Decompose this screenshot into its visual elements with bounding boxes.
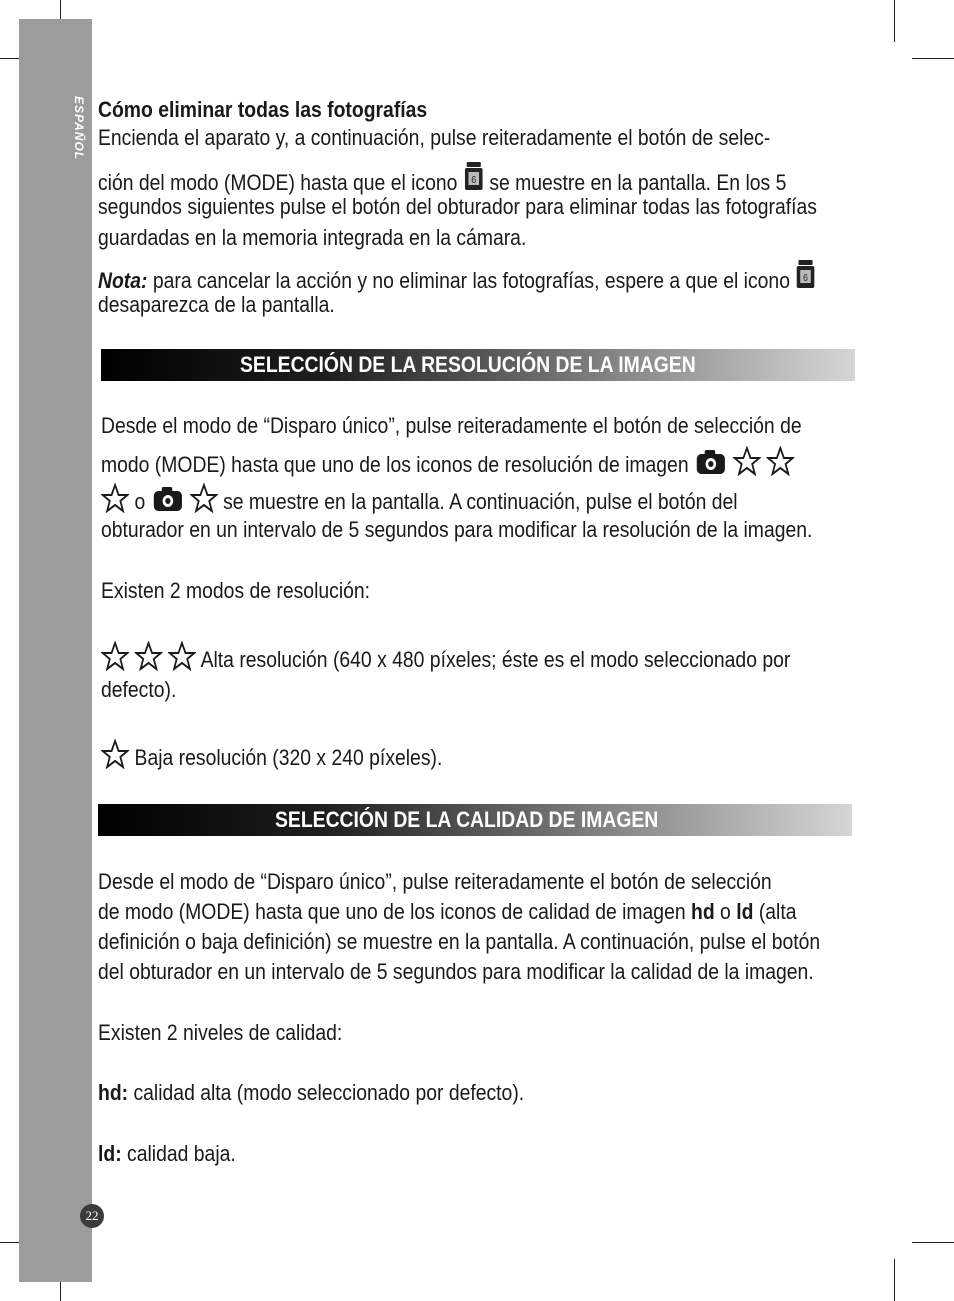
paragraph-line: definición o baja definición) se muestre en la pantalla. A continuación, pulse el botón bbox=[98, 929, 821, 954]
text-span: calidad alta (modo seleccionado por defecto). bbox=[133, 1080, 525, 1105]
text-span: de modo (MODE) hasta que uno de los iconos de calidad de imagen bbox=[98, 899, 686, 924]
section-title: SELECCIÓN DE LA RESOLUCIÓN DE LA IMAGEN bbox=[240, 352, 696, 377]
crop-mark bbox=[894, 0, 895, 42]
hd-label: hd bbox=[690, 899, 715, 924]
text-span: o bbox=[720, 899, 731, 924]
star-icon bbox=[101, 739, 129, 777]
trash-can-icon bbox=[463, 160, 484, 192]
text-span: (alta bbox=[758, 899, 797, 924]
text-span: modo (MODE) hasta que uno de los iconos de resolución de imagen bbox=[101, 452, 689, 477]
paragraph-line bbox=[98, 1138, 236, 1169]
paragraph-line: Encienda el aparato y, a continuación, pulse reiteradamente el botón de selec- bbox=[98, 125, 771, 150]
paragraph-line: guardadas en la memoria integrada en la cámara. bbox=[98, 225, 527, 250]
language-sidebar bbox=[19, 19, 92, 1282]
text-span: calidad baja. bbox=[127, 1141, 236, 1166]
ld-label: ld: bbox=[98, 1141, 122, 1166]
paragraph-line bbox=[101, 739, 442, 777]
paragraph-line bbox=[98, 896, 796, 927]
crop-mark bbox=[912, 1242, 954, 1243]
camera-icon bbox=[694, 448, 727, 484]
crop-mark bbox=[894, 1259, 895, 1301]
ld-label: ld bbox=[736, 899, 754, 924]
paragraph-line: del obturador en un intervalo de 5 segundos para modificar la calidad de la imagen. bbox=[98, 959, 814, 984]
paragraph-line: desaparezca de la pantalla. bbox=[98, 292, 335, 317]
language-label: ESPAÑOL bbox=[72, 96, 86, 161]
section-title: SELECCIÓN DE LA CALIDAD DE IMAGEN bbox=[275, 807, 659, 832]
note-text: para cancelar la acción y no eliminar las fotografías, espere a que el icono bbox=[152, 268, 790, 293]
text-span: Baja resolución (320 x 240 píxeles). bbox=[134, 745, 443, 770]
svg-text:6: 6 bbox=[803, 271, 809, 284]
crop-mark bbox=[912, 58, 954, 59]
page-number: 22 bbox=[80, 1204, 104, 1228]
paragraph-line: Existen 2 niveles de calidad: bbox=[98, 1020, 343, 1045]
trash-can-icon bbox=[795, 258, 816, 290]
paragraph-line bbox=[101, 446, 795, 484]
paragraph-line: obturador en un intervalo de 5 segundos para modificar la resolución de la imagen. bbox=[101, 517, 813, 542]
text-span: se muestre en la pantalla. En los 5 bbox=[489, 170, 787, 195]
paragraph-line bbox=[101, 641, 790, 679]
text-span: Alta resolución (640 x 480 píxeles; éste es el modo seleccionado por bbox=[200, 647, 791, 672]
section-bar-quality bbox=[98, 804, 852, 836]
paragraph-line: segundos siguientes pulse el botón del obturador para eliminar todas las fotografías bbox=[98, 194, 817, 219]
text-span: se muestre en la pantalla. A continuación, pulse el botón del bbox=[223, 489, 738, 514]
section-heading: Cómo eliminar todas las fotografías bbox=[98, 97, 428, 122]
paragraph-line bbox=[98, 1077, 524, 1108]
hd-label: hd: bbox=[98, 1080, 129, 1105]
section-bar-resolution bbox=[101, 349, 855, 381]
text-span: ción del modo (MODE) hasta que el icono bbox=[98, 170, 458, 195]
paragraph-line: Desde el modo de “Disparo único”, pulse reiteradamente el botón de selección bbox=[98, 869, 772, 894]
text-span: o bbox=[134, 489, 146, 514]
paragraph-line: Desde el modo de “Disparo único”, pulse reiteradamente el botón de selección de bbox=[101, 413, 802, 438]
star-icon bbox=[766, 446, 794, 484]
paragraph-line: Existen 2 modos de resolución: bbox=[101, 578, 371, 603]
paragraph-line: defecto). bbox=[101, 677, 177, 702]
star-icon bbox=[733, 446, 761, 484]
note-label: Nota: bbox=[98, 268, 148, 293]
svg-text:6: 6 bbox=[470, 173, 476, 186]
